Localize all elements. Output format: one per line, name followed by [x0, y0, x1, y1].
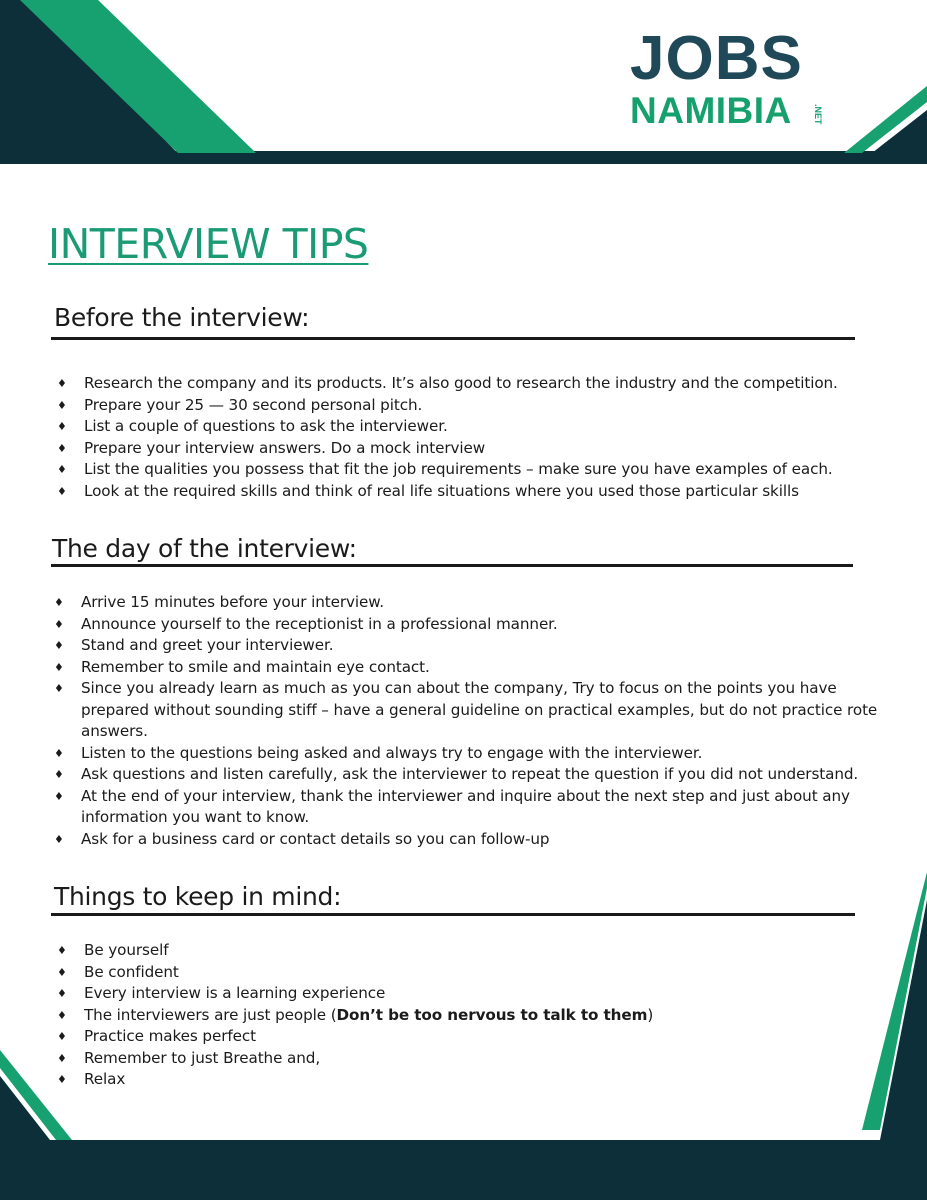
bullet-icon: ♦ [54, 746, 64, 760]
list-item: ♦ Look at the required skills and think of real life situations where you used those particular skills [84, 481, 884, 503]
list-item: ♦ Ask questions and listen carefully, ask the interviewer to repeat the question if you did not understand. [81, 764, 886, 786]
bottom-right-dark-wedge [880, 900, 927, 1140]
section-divider [51, 564, 853, 567]
list-item: ♦ Prepare your interview answers. Do a mock interview [84, 438, 884, 460]
bullet-icon: ♦ [54, 596, 64, 609]
page-title: INTERVIEW TIPS [48, 220, 369, 268]
list-item: ♦ List the qualities you possess that fit the job requirements – make sure you have examples of each. [84, 459, 884, 481]
bullet-icon: ♦ [57, 987, 67, 1000]
bullet-icon: ♦ [57, 484, 67, 498]
logo-wordmark-jobs: JOBS [630, 24, 803, 93]
emphasis-text: Don’t be too nervous to talk to them [336, 1005, 648, 1024]
section-heading: The day of the interview: [52, 534, 357, 563]
list-item: ♦ Prepare your 25 — 30 second personal pitch. [84, 395, 884, 417]
bullet-icon: ♦ [54, 660, 64, 674]
bullet-icon: ♦ [54, 682, 64, 695]
bullet-icon: ♦ [57, 441, 67, 455]
list-item: ♦ At the end of your interview, thank the interviewer and inquire about the next step and just about any information you want to know. [54, 786, 850, 826]
bullet-icon: ♦ [57, 463, 67, 476]
bullet-icon: ♦ [57, 1008, 67, 1022]
bullet-icon: ♦ [54, 617, 64, 631]
list-item: ♦ Be yourself [84, 940, 884, 962]
list-item: ♦ Every interview is a learning experience [84, 983, 884, 1005]
bullet-icon: ♦ [57, 1051, 67, 1065]
list-item: ♦ Arrive 15 minutes before your interview. [81, 592, 886, 614]
logo-wordmark-namibia: NAMIBIA [630, 90, 792, 131]
bullet-icon: ♦ [54, 768, 64, 781]
bullet-icon: ♦ [57, 1073, 67, 1086]
footer-band [0, 1140, 927, 1200]
tips-list [57, 940, 884, 1091]
tips-list [57, 373, 884, 502]
bullet-icon: ♦ [57, 420, 67, 433]
section-divider [51, 337, 855, 340]
list-item: ♦ The interviewers are just people (Don’t be too nervous to talk to them) [84, 1005, 884, 1027]
list-item: ♦ Relax [84, 1069, 884, 1091]
list-item: ♦ Ask for a business card or contact details so you can follow-up [81, 829, 886, 851]
bullet-icon: ♦ [54, 832, 64, 846]
bullet-icon: ♦ [54, 639, 64, 652]
tips-list [54, 592, 886, 850]
section-divider [51, 913, 855, 916]
list-item: ♦ Remember to just Breathe and, [84, 1048, 884, 1070]
bullet-icon: ♦ [57, 944, 67, 957]
section-heading: Things to keep in mind: [54, 882, 342, 911]
bullet-icon: ♦ [57, 1030, 67, 1043]
logo-suffix-net: .NET [813, 104, 823, 125]
list-item: ♦ Remember to smile and maintain eye contact. [81, 657, 886, 679]
list-item: ♦ List a couple of questions to ask the interviewer. [84, 416, 884, 438]
list-item: ♦ Since you already learn as much as you can about the company, Try to focus on the points you have prepared without sounding stiff – have a general guideline on practical examples, but do not practice rote answers. [54, 679, 878, 740]
list-item: ♦ Announce yourself to the receptionist in a professional manner. [81, 614, 886, 636]
bullet-icon: ♦ [57, 965, 67, 979]
section-heading: Before the interview: [54, 303, 310, 332]
list-item: ♦ Stand and greet your interviewer. [81, 635, 886, 657]
list-item: ♦ Listen to the questions being asked and always try to engage with the interviewer. [81, 743, 886, 765]
bullet-icon: ♦ [57, 377, 67, 390]
jobs-namibia-logo [628, 24, 838, 133]
list-item: ♦ Practice makes perfect [84, 1026, 884, 1048]
list-item: ♦ Be confident [84, 962, 884, 984]
bullet-icon: ♦ [54, 789, 64, 803]
bullet-icon: ♦ [57, 398, 67, 412]
list-item: ♦ Research the company and its products. It’s also good to research the industry and the competition. [84, 373, 884, 395]
